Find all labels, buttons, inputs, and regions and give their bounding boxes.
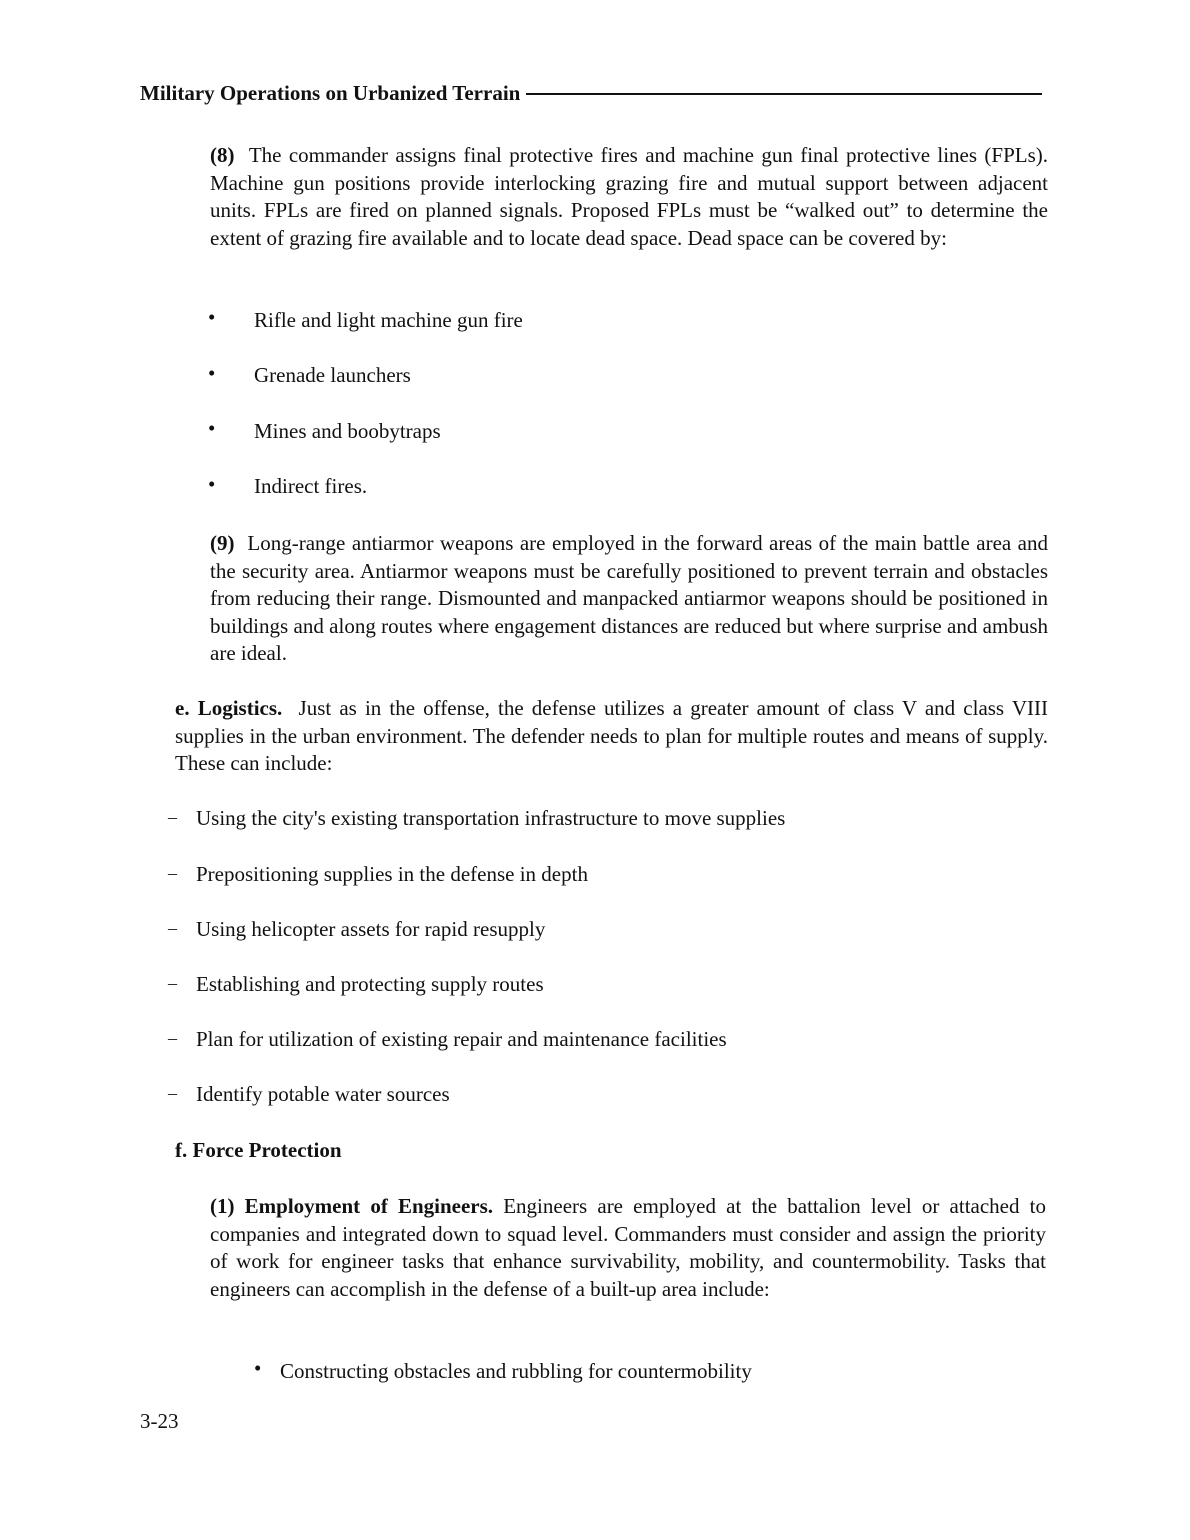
bullet-icon: •: [208, 416, 216, 440]
dash-icon: –: [168, 863, 177, 883]
dash-icon: –: [168, 807, 177, 827]
bullet-icon: •: [208, 361, 216, 385]
paragraph-8-text: The commander assigns final protective fires and machine gun final protective lines (FPLs). Machine gun positions provide interlocking grazing fire and mutual support between adjacent units. FPLs are fired on planned signals. Proposed FPLs must be “walked out” to determine the extent of grazing fire available and to locate dead space. Dead space can be covered by:: [210, 143, 1048, 250]
list-item: Prepositioning supplies in the defense in depth: [196, 862, 588, 886]
list-item: Using the city's existing transportation infrastructure to move supplies: [196, 806, 786, 830]
running-header: [140, 78, 1042, 108]
page-number: 3-23: [140, 1409, 179, 1433]
engineers-paragraph: [210, 1193, 1046, 1303]
paragraph-8: [210, 142, 1048, 252]
paragraph-9: [210, 530, 1048, 668]
engineers-heading: (1) Employment of Engineers.: [210, 1194, 494, 1218]
list-item: Indirect fires.: [254, 474, 368, 498]
bullet-icon: •: [208, 472, 216, 496]
dash-icon: –: [168, 1083, 177, 1103]
list-item: Constructing obstacles and rubbling for countermobility: [280, 1359, 752, 1383]
bullet-icon: •: [254, 1356, 262, 1380]
list-item: Establishing and protecting supply routes: [196, 972, 544, 996]
list-item: Mines and boobytraps: [254, 419, 441, 443]
engineers-text: Engineers are employed at the battalion level or attached to companies and integrated down to squad level. Commanders must consider and assign the priority of work for engineer tasks that enhance survivability, mobility, and countermobility. Tasks that engineers can accomplish in the defense of a built-up area include:: [210, 1194, 1047, 1301]
paragraph-8-number: (8): [210, 143, 235, 167]
paragraph-9-text: Long-range antiarmor weapons are employed in the forward areas of the main battle area and the security area. Antiarmor weapons must be carefully positioned to prevent terrain and obstacles from reducing their range. Dismounted and manpacked antiarmor weapons should be positioned in buildings and along routes where engagement distances are reduced but where surprise and ambush are ideal.: [210, 531, 1049, 665]
bullet-icon: •: [208, 305, 216, 329]
header-rule: [526, 93, 1042, 95]
header-title: Military Operations on Urbanized Terrain: [140, 80, 521, 105]
logistics-paragraph: [175, 695, 1048, 778]
force-protection-heading: f. Force Protection: [175, 1138, 342, 1162]
list-item: Using helicopter assets for rapid resupply: [196, 917, 546, 941]
list-item: Rifle and light machine gun fire: [254, 308, 523, 332]
logistics-text: Just as in the offense, the defense utilizes a greater amount of class V and class VIII supplies in the urban environment. The defender needs to plan for multiple routes and means of supply. These can include:: [175, 696, 1048, 775]
dash-icon: –: [168, 1028, 177, 1048]
list-item: Identify potable water sources: [196, 1082, 450, 1106]
list-item: Plan for utilization of existing repair and maintenance facilities: [196, 1027, 727, 1051]
dash-icon: –: [168, 918, 177, 938]
paragraph-9-number: (9): [210, 531, 235, 555]
dash-icon: –: [168, 973, 177, 993]
logistics-heading: e. Logistics.: [175, 696, 283, 720]
list-item: Grenade launchers: [254, 363, 411, 387]
